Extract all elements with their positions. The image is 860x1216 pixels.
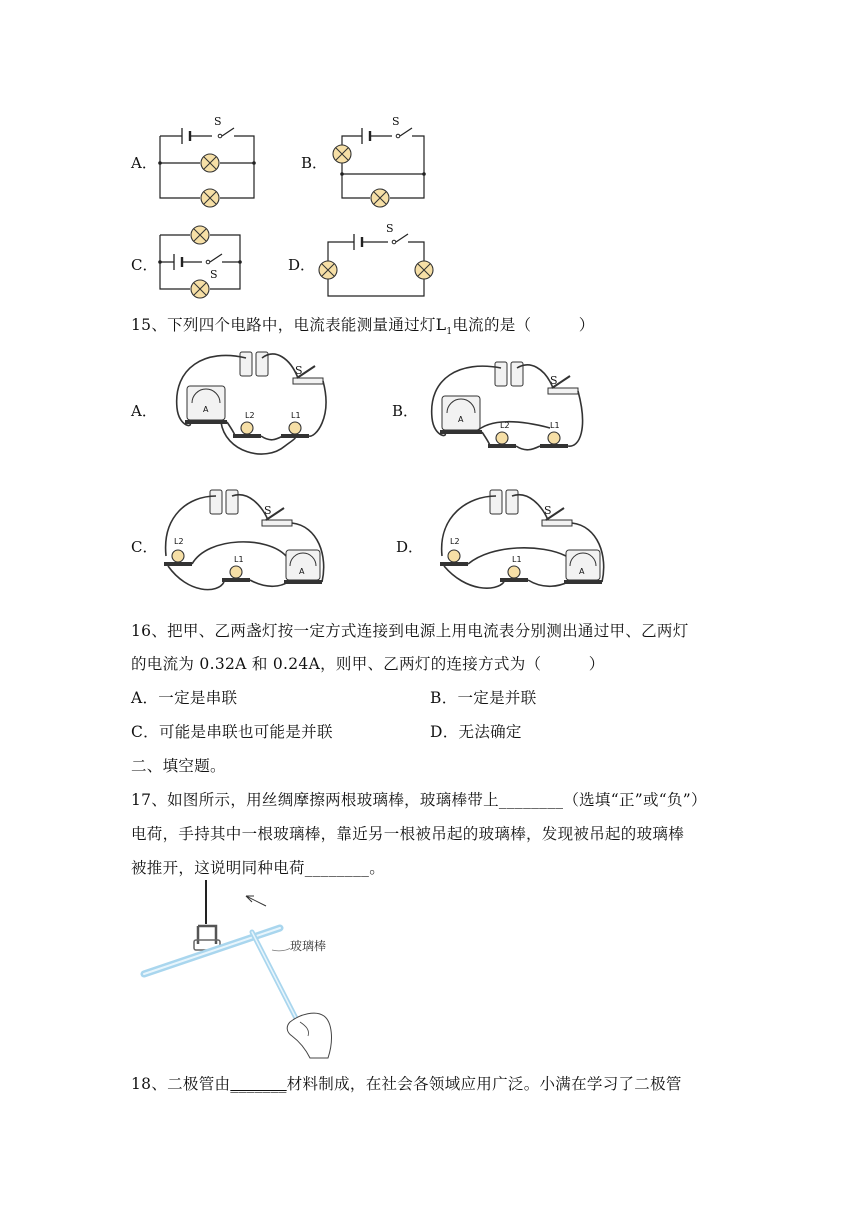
q15-d-l2-label: L2: [450, 537, 460, 546]
q14-option-a-label: A．: [131, 154, 157, 172]
q15-d-ammeter-label: A: [579, 567, 585, 576]
q15-option-c-label: C．: [131, 538, 158, 556]
q15-circuit-a: [165, 348, 335, 463]
q14-circuit-b: [330, 115, 430, 208]
q15-a-l1-label: L1: [291, 411, 301, 420]
q15-circuit-b: [420, 358, 590, 468]
q14-option-b-label: B．: [301, 154, 328, 172]
q14-circuit-c: [160, 224, 260, 304]
q15-b-l1-label: L1: [550, 421, 560, 430]
q17-stem-line-2: 电荷，手持其中一根玻璃棒，靠近另一根被吊起的玻璃棒，发现被吊起的玻璃棒: [131, 825, 685, 843]
q16-option-a: A．一定是串联: [131, 689, 238, 707]
q15-d-l1-label: L1: [512, 555, 522, 564]
q15-c-l2-label: L2: [174, 537, 184, 546]
q16-option-b: B．一定是并联: [430, 689, 537, 707]
q16-stem-line-1: 16、把甲、乙两盏灯按一定方式连接到电源上用电流表分别测出通过甲、乙两灯: [131, 622, 689, 640]
q15-b-l2-label: L2: [500, 421, 510, 430]
q15-a-ammeter-label: A: [203, 405, 209, 414]
q15-circuit-d: [432, 486, 612, 594]
q15-stem: 15、下列四个电路中，电流表能测量通过灯$L_1$电流的是（ ）: [131, 316, 595, 338]
q14-circuit-d: [318, 222, 438, 303]
q15-a-switch-label: S: [295, 364, 303, 377]
q14-circuit-a: [160, 115, 260, 208]
q14-option-c-label: C．: [131, 256, 158, 274]
q14-b-switch-label: S: [392, 115, 400, 128]
q14-a-switch-label: S: [214, 115, 222, 128]
q16-option-d: D．无法确定: [430, 723, 522, 741]
q14-option-d-label: D．: [288, 256, 316, 274]
q15-c-switch-label: S: [264, 504, 272, 517]
q16-option-c: C．可能是串联也可能是并联: [131, 723, 333, 741]
q16-stem-line-2: 的电流为 0.32A 和 0.24A，则甲、乙两灯的连接方式为（ ）: [131, 655, 605, 673]
section-title-fill-in: 二、填空题。: [131, 757, 226, 775]
q15-option-d-label: D．: [396, 538, 424, 556]
q15-d-switch-label: S: [544, 504, 552, 517]
q17-glass-rod-figure: [140, 880, 360, 1060]
q17-stem-line-3: 被推开，这说明同种电荷________。: [131, 859, 386, 877]
q15-option-b-label: B．: [392, 402, 419, 420]
q17-stem-line-1: 17、如图所示，用丝绸摩擦两根玻璃棒，玻璃棒带上________（选填“正”或“负”）: [131, 791, 707, 809]
q17-figure-label: 玻璃棒: [290, 939, 327, 953]
q14-c-switch-label: S: [210, 268, 218, 281]
q15-option-a-label: A．: [131, 402, 157, 420]
q15-a-l2-label: L2: [245, 411, 255, 420]
q15-b-switch-label: S: [550, 374, 558, 387]
q18-blank: _______: [230, 1075, 287, 1093]
q18-stem: 18、二极管由_______材料制成，在社会各领域应用广泛。小满在学习了二极管: [131, 1075, 682, 1093]
hand-icon: [287, 1013, 331, 1058]
q15-circuit-c: [158, 486, 338, 594]
q15-c-ammeter-label: A: [299, 567, 305, 576]
q15-b-ammeter-label: A: [458, 415, 464, 424]
q15-c-l1-label: L1: [234, 555, 244, 564]
q14-d-switch-label: S: [386, 222, 394, 235]
